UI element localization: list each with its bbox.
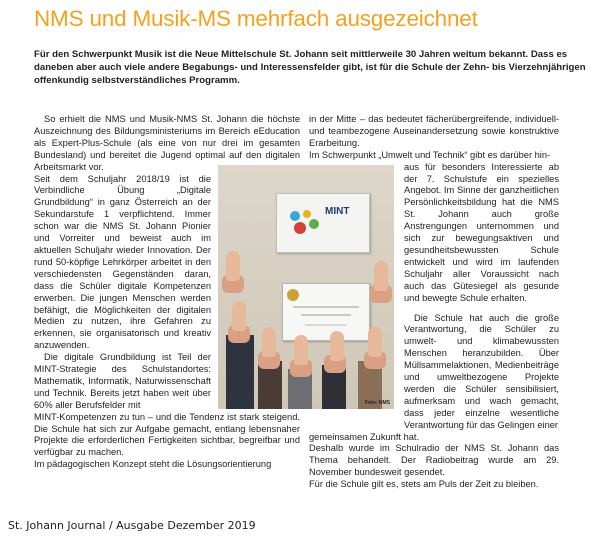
mint-logo-icon: [287, 208, 321, 238]
right-paragraph-1: in der Mitte – das bedeutet fächerübergreifende, individuell- und teambezogene Auseinandersetzung sowie konstruktive Erarbeitung.: [309, 114, 559, 148]
right-paragraph-5: Deshalb wurde im Schulradio der NMS St. Johann das Thema behandelt. Der Radiobeitrag wurde am 29. November bundesweit gesendet.: [309, 443, 559, 478]
certificate: [282, 283, 370, 341]
left-paragraph-4: MINT-Kompetenzen zu tun – und die Tendenz ist stark steigend. Die Schule hat sich zur Aufgabe gemacht, entlang lebensnaher Projekte die erforderlichen Fertigkeiten sichtbar, begreifbar und verfügbar zu machen.: [34, 411, 300, 458]
left-paragraph-5: Im pädagogischen Konzept steht die Lösungsorientierung: [34, 459, 272, 470]
headline: NMS und Musik-MS mehrfach ausgezeichnet: [34, 6, 478, 31]
article-photo: [218, 165, 394, 409]
left-paragraph-3: Die digitale Grundbildung ist Teil der MINT-Strategie des Schulstandortes: Mathematik, Informatik, Naturwissenschaft und Technik. Bereits jetzt haben weit über 60% aller Berufsfelder mit: [34, 352, 211, 410]
left-paragraph-1: So erhielt die NMS und Musik-NMS St. Johann die höchste Auszeichnung des Bildungsministeriums im Bereich eEducation als Expert-Plus-Schule (als eine von nur drei im gesamten Bundesland) und bereitet die Jugend optimal auf den digitalen Arbeitsmarkt vor.: [34, 114, 300, 172]
right-paragraph-4: gemeinsamen Zukunft hat.: [309, 431, 420, 442]
left-paragraph-2: Seit dem Schuljahr 2018/19 ist die Verbindliche Übung „Digitale Grundbildung“ in ganz Österreich an der Sekundarstufe 1 verpflichtend. Immer schon war die NMS St. Johann Pionier und Vorreiter und beweist auch im aktuellen Schuljahr wieder Innovation. Der rund 50-köpfige Lehrkörper arbeitet in den verschiedensten Gegenständen daran, dass die Schüler digitale Kompetenzen erwerben. Die jungen Menschen werden befähigt, die Möglichkeiten der digitalen Medien zu nutzen, ihre Gefahren zu erkennen, sie organisatorisch und kreativ anzuwenden.: [34, 173, 211, 351]
mint-poster-label: MINT: [325, 206, 350, 217]
lead-paragraph: Für den Schwerpunkt Musik ist die Neue Mittelschule St. Johann seit mittlerweile 30 Jahren weitum bekannt. Dass es daneben aber auch viele andere Begabungs- und Interessensfelder gibt, ist für die Schule der Zehn- bis Vierzehnjährigen offenkundig selbstverständliches Programm.: [34, 49, 586, 86]
right-paragraph-2a: Im Schwerpunkt „Umwelt und Technik“ gibt es darüber hin-: [309, 149, 551, 160]
right-paragraph-3: Die Schule hat auch die große Verantwortung, die Schüler zu umwelt- und klimabewussten Menschen heranzubilden. Über Müllsammelaktionen, Medienbeiträge und umweltbezogene Projekte werden die Schüler sensibilisiert, aufmerksam und wach gemacht, dass jeder einzelne wesentliche Verantwortung für das Gelingen einer: [404, 312, 559, 430]
seal-icon: [287, 289, 299, 301]
footer-caption: St. Johann Journal / Ausgabe Dezember 2019: [8, 519, 256, 532]
right-paragraph-2b: aus für besonders Interessierte ab der 7. Schulstufe ein spezielles Angebot. Im Sinne der ganzheitlichen Persönlichkeitsbildung hat die NMS St. Johann auch große Anstrengungen unternommen und sich zur bewegungsaktiven und gesundheitsbewussten Schule entwickelt und wird im laufenden Schuljahr aller Voraussicht nach auch das Gütesiegel als gesunde und bewegte Schule erhalten.: [404, 161, 559, 303]
right-paragraph-6: Für die Schule gilt es, stets am Puls der Zeit zu bleiben.: [309, 479, 539, 490]
photo-credit: Foto: NMS: [365, 400, 390, 406]
mint-poster: [276, 193, 370, 253]
